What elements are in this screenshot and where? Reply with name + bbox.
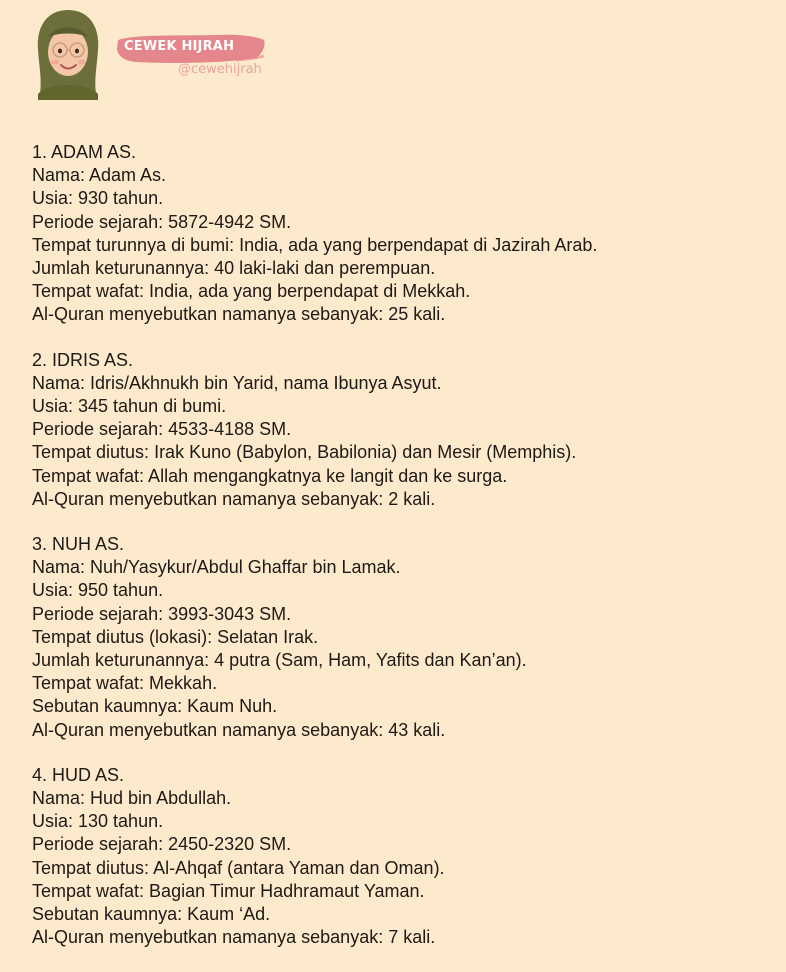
section-line: Periode sejarah: 4533-4188 SM. (32, 419, 292, 440)
section-line: Periode sejarah: 2450-2320 SM. (32, 834, 292, 855)
section-line: Tempat wafat: Bagian Timur Hadhramaut Yaman. (32, 880, 425, 901)
section-line: Periode sejarah: 3993-3043 SM. (32, 603, 292, 624)
section-line: Tempat diutus: Irak Kuno (Babylon, Babilonia) dan Mesir (Memphis). (32, 442, 577, 463)
brand-name: CEWEK HIJRAH (124, 39, 235, 54)
prophets-list (32, 141, 762, 972)
section-line: Al-Quran menyebutkan namanya sebanyak: 43 kali. (32, 719, 446, 740)
section-line: Tempat diutus: Al-Ahqaf (antara Yaman dan Oman). (32, 857, 445, 878)
avatar (32, 8, 104, 100)
section-line: Al-Quran menyebutkan namanya sebanyak: 2 kali. (32, 488, 436, 509)
section-line: Jumlah keturunannya: 40 laki-laki dan perempuan. (32, 258, 436, 279)
section-line: Tempat wafat: India, ada yang berpendapat di Mekkah. (32, 281, 471, 302)
section-nuh (32, 533, 762, 742)
section-title: 4. HUD AS. (32, 764, 125, 785)
section-line: Usia: 130 tahun. (32, 811, 164, 832)
brand-tag (116, 32, 266, 66)
section-line: Tempat wafat: Mekkah. (32, 673, 218, 694)
section-line: Usia: 950 tahun. (32, 580, 164, 601)
brand-header (32, 8, 292, 104)
section-title: 1. ADAM AS. (32, 142, 137, 162)
section-line: Sebutan kaumnya: Kaum ‘Ad. (32, 904, 271, 925)
section-line: Sebutan kaumnya: Kaum Nuh. (32, 696, 278, 717)
section-line: Nama: Hud bin Abdullah. (32, 788, 232, 809)
section-line: Nama: Adam As. (32, 165, 167, 186)
section-line: Usia: 345 tahun di bumi. (32, 396, 227, 417)
section-line: Nama: Idris/Akhnukh bin Yarid, nama Ibunya Asyut. (32, 372, 442, 393)
section-idris (32, 349, 762, 511)
section-line: Tempat wafat: Allah mengangkatnya ke langit dan ke surga. (32, 465, 508, 486)
section-line: Periode sejarah: 5872-4942 SM. (32, 211, 292, 232)
section-line: Al-Quran menyebutkan namanya sebanyak: 25 kali. (32, 304, 446, 325)
section-adam (32, 141, 762, 327)
hijab-avatar-icon (32, 8, 104, 100)
section-hud (32, 764, 762, 950)
section-line: Tempat turunnya di bumi: India, ada yang berpendapat di Jazirah Arab. (32, 234, 598, 255)
brand-handle: @cewehijrah (178, 62, 262, 77)
section-line: Tempat diutus (lokasi): Selatan Irak. (32, 626, 319, 647)
section-line: Jumlah keturunannya: 4 putra (Sam, Ham, Yafits dan Kan’an). (32, 650, 527, 671)
section-line: Al-Quran menyebutkan namanya sebanyak: 7 kali. (32, 927, 436, 948)
section-line: Nama: Nuh/Yasykur/Abdul Ghaffar bin Lamak. (32, 557, 401, 578)
section-line: Usia: 930 tahun. (32, 188, 164, 209)
section-title: 3. NUH AS. (32, 534, 125, 555)
section-title: 2. IDRIS AS. (32, 349, 134, 370)
